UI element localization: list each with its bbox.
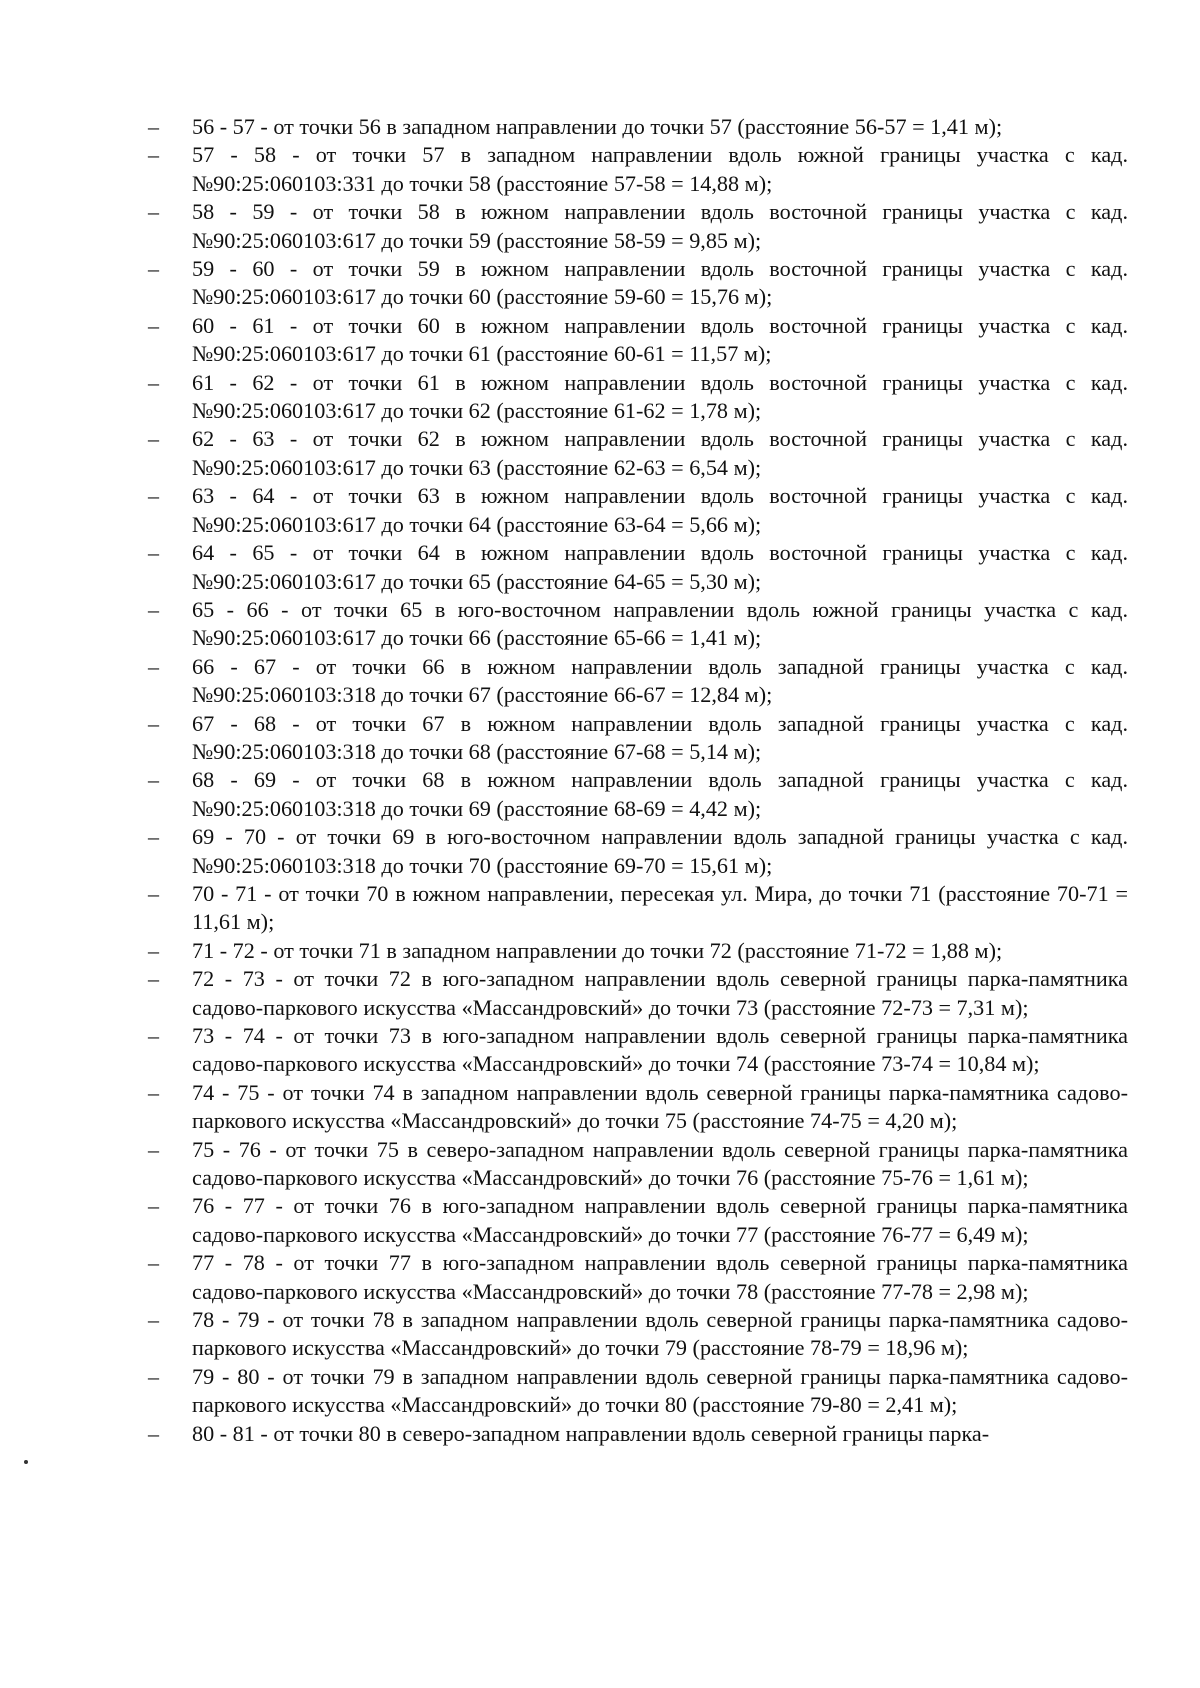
boundary-segment-text: 66 - 67 - от точки 66 в южном направлении вдоль западной границы участка с кад. №90:25:060103:318 до точки 67 (расстояние 66-67 = 12,84 м); <box>192 653 1128 708</box>
boundary-segment-item <box>148 1249 1128 1306</box>
boundary-segment-text: 61 - 62 - от точки 61 в южном направлении вдоль восточной границы участка с кад. №90:25:060103:617 до точки 62 (расстояние 61-62 = 1,78 м); <box>192 369 1128 424</box>
boundary-segment-text: 57 - 58 - от точки 57 в западном направлении вдоль южной границы участка с кад. №90:25:060103:331 до точки 58 (расстояние 57-58 = 14,88 м); <box>192 142 1128 196</box>
boundary-segment-item <box>148 198 1128 255</box>
boundary-segment-item <box>148 255 1128 312</box>
boundary-segment-text: 75 - 76 - от точки 75 в северо-западном направлении вдоль северной границы парка-памятника садово-паркового искусства «Массандровский» до точки 76 (расстояние 75-76 = 1,61 м); <box>192 1136 1128 1191</box>
boundary-segment-text: 63 - 64 - от точки 63 в южном направлении вдоль восточной границы участка с кад. №90:25:060103:617 до точки 64 (расстояние 63-64 = 5,66 м); <box>192 483 1128 537</box>
list-dash-marker: – <box>148 540 159 566</box>
list-dash-marker: – <box>148 256 159 282</box>
boundary-segment-text: 58 - 59 - от точки 58 в южном направлении вдоль восточной границы участка с кад. №90:25:060103:617 до точки 59 (расстояние 58-59 = 9,85 м); <box>192 199 1128 253</box>
boundary-segment-item <box>148 539 1128 596</box>
list-dash-marker: – <box>148 710 159 736</box>
list-dash-marker: – <box>148 142 159 168</box>
boundary-segment-text: 65 - 66 - от точки 65 в юго-восточном направлении вдоль южной границы участка с кад. №90:25:060103:617 до точки 66 (расстояние 65-66 = 1,41 м); <box>192 596 1128 651</box>
boundary-segment-item <box>148 880 1128 937</box>
boundary-segment-text: 70 - 71 - от точки 70 в южном направлении, пересекая ул. Мира, до точки 71 (расстояние 70-71 = 11,61 м); <box>192 880 1128 935</box>
list-dash-marker: – <box>148 824 159 850</box>
boundary-segment-item <box>148 141 1128 198</box>
boundary-segment-text: 71 - 72 - от точки 71 в западном направлении до точки 72 (расстояние 71-72 = 1,88 м); <box>192 937 1003 963</box>
boundary-segment-item <box>148 369 1128 426</box>
list-dash-marker: – <box>148 937 159 963</box>
boundary-segment-text: 69 - 70 - от точки 69 в юго-восточном направлении вдоль западной границы участка с кад. №90:25:060103:318 до точки 70 (расстояние 69-70 = 15,61 м); <box>192 824 1128 878</box>
boundary-segment-text: 64 - 65 - от точки 64 в южном направлении вдоль восточной границы участка с кад. №90:25:060103:617 до точки 65 (расстояние 64-65 = 5,30 м); <box>192 540 1128 594</box>
boundary-segment-text: 67 - 68 - от точки 67 в южном направлении вдоль западной границы участка с кад. №90:25:060103:318 до точки 68 (расстояние 67-68 = 5,14 м); <box>192 710 1128 764</box>
boundary-segment-text: 72 - 73 - от точки 72 в юго-западном направлении вдоль северной границы парка-памятника садово-паркового искусства «Массандровский» до точки 73 (расстояние 72-73 = 7,31 м); <box>192 966 1128 1020</box>
boundary-segment-item <box>148 710 1128 767</box>
boundary-segment-item <box>148 653 1128 710</box>
boundary-segment-item <box>148 1022 1128 1079</box>
boundary-segment-item <box>148 1306 1128 1363</box>
boundary-segment-text: 59 - 60 - от точки 59 в южном направлении вдоль восточной границы участка с кад. №90:25:060103:617 до точки 60 (расстояние 59-60 = 15,76 м); <box>192 256 1128 310</box>
boundary-segment-item <box>148 937 1128 965</box>
boundary-segment-text: 62 - 63 - от точки 62 в южном направлении вдоль восточной границы участка с кад. №90:25:060103:617 до точки 63 (расстояние 62-63 = 6,54 м); <box>192 426 1128 480</box>
list-dash-marker: – <box>148 596 159 622</box>
boundary-segment-item <box>148 425 1128 482</box>
list-dash-marker: – <box>148 483 159 509</box>
list-dash-marker: – <box>148 1193 159 1219</box>
boundary-segment-item <box>148 1136 1128 1193</box>
list-dash-marker: – <box>148 1250 159 1276</box>
list-dash-marker: – <box>148 1023 159 1048</box>
boundary-segment-text: 74 - 75 - от точки 74 в западном направлении вдоль северной границы парка-памятника садово-паркового искусства «Массандровский» до точки 75 (расстояние 74-75 = 4,20 м); <box>192 1079 1128 1134</box>
boundary-segment-item <box>148 1363 1128 1420</box>
boundary-segment-text: 76 - 77 - от точки 76 в юго-западном направлении вдоль северной границы парка-памятника садово-паркового искусства «Массандровский» до точки 77 (расстояние 76-77 = 6,49 м); <box>192 1193 1128 1247</box>
boundary-segment-text: 78 - 79 - от точки 78 в западном направлении вдоль северной границы парка-памятника садово-паркового искусства «Массандровский» до точки 79 (расстояние 78-79 = 18,96 м); <box>192 1307 1128 1361</box>
boundary-segment-item <box>148 113 1128 141</box>
boundary-points-list <box>148 113 1128 1448</box>
boundary-segment-item <box>148 1420 1128 1448</box>
boundary-segment-text: 73 - 74 - от точки 73 в юго-западном направлении вдоль северной границы парка-памятника садово-паркового искусства «Массандровский» до точки 74 (расстояние 73-74 = 10,84 м); <box>192 1023 1128 1077</box>
list-dash-marker: – <box>148 312 159 338</box>
list-dash-marker: – <box>148 767 159 793</box>
boundary-segment-text: 79 - 80 - от точки 79 в западном направлении вдоль северной границы парка-памятника садово-паркового искусства «Массандровский» до точки 80 (расстояние 79-80 = 2,41 м); <box>192 1363 1128 1418</box>
list-dash-marker: – <box>148 880 159 906</box>
list-dash-marker: – <box>148 114 159 139</box>
list-dash-marker: – <box>148 426 159 452</box>
list-dash-marker: – <box>148 369 159 395</box>
list-dash-marker: – <box>148 1307 159 1333</box>
boundary-segment-item <box>148 312 1128 369</box>
boundary-segment-item <box>148 965 1128 1022</box>
boundary-segment-item <box>148 1079 1128 1136</box>
list-dash-marker: – <box>148 1420 159 1446</box>
scan-speck <box>24 1460 28 1464</box>
list-dash-marker: – <box>148 653 159 679</box>
boundary-segment-text: 68 - 69 - от точки 68 в южном направлении вдоль западной границы участка с кад. №90:25:060103:318 до точки 69 (расстояние 68-69 = 4,42 м); <box>192 767 1128 821</box>
list-dash-marker: – <box>148 1363 159 1389</box>
boundary-segment-text: 80 - 81 - от точки 80 в северо-западном направлении вдоль северной границы парка- <box>192 1420 990 1446</box>
boundary-segment-item <box>148 1192 1128 1249</box>
list-dash-marker: – <box>148 1079 159 1105</box>
list-dash-marker: – <box>148 199 159 225</box>
boundary-segment-text: 56 - 57 - от точки 56 в западном направлении до точки 57 (расстояние 56-57 = 1,41 м); <box>192 114 1003 139</box>
boundary-segment-text: 77 - 78 - от точки 77 в юго-западном направлении вдоль северной границы парка-памятника садово-паркового искусства «Массандровский» до точки 78 (расстояние 77-78 = 2,98 м); <box>192 1250 1128 1304</box>
boundary-segment-item <box>148 482 1128 539</box>
boundary-segment-item <box>148 823 1128 880</box>
boundary-segment-text: 60 - 61 - от точки 60 в южном направлении вдоль восточной границы участка с кад. №90:25:060103:617 до точки 61 (расстояние 60-61 = 11,57 м); <box>192 312 1128 367</box>
list-dash-marker: – <box>148 966 159 992</box>
boundary-segment-item <box>148 596 1128 653</box>
boundary-segment-item <box>148 766 1128 823</box>
list-dash-marker: – <box>148 1136 159 1162</box>
